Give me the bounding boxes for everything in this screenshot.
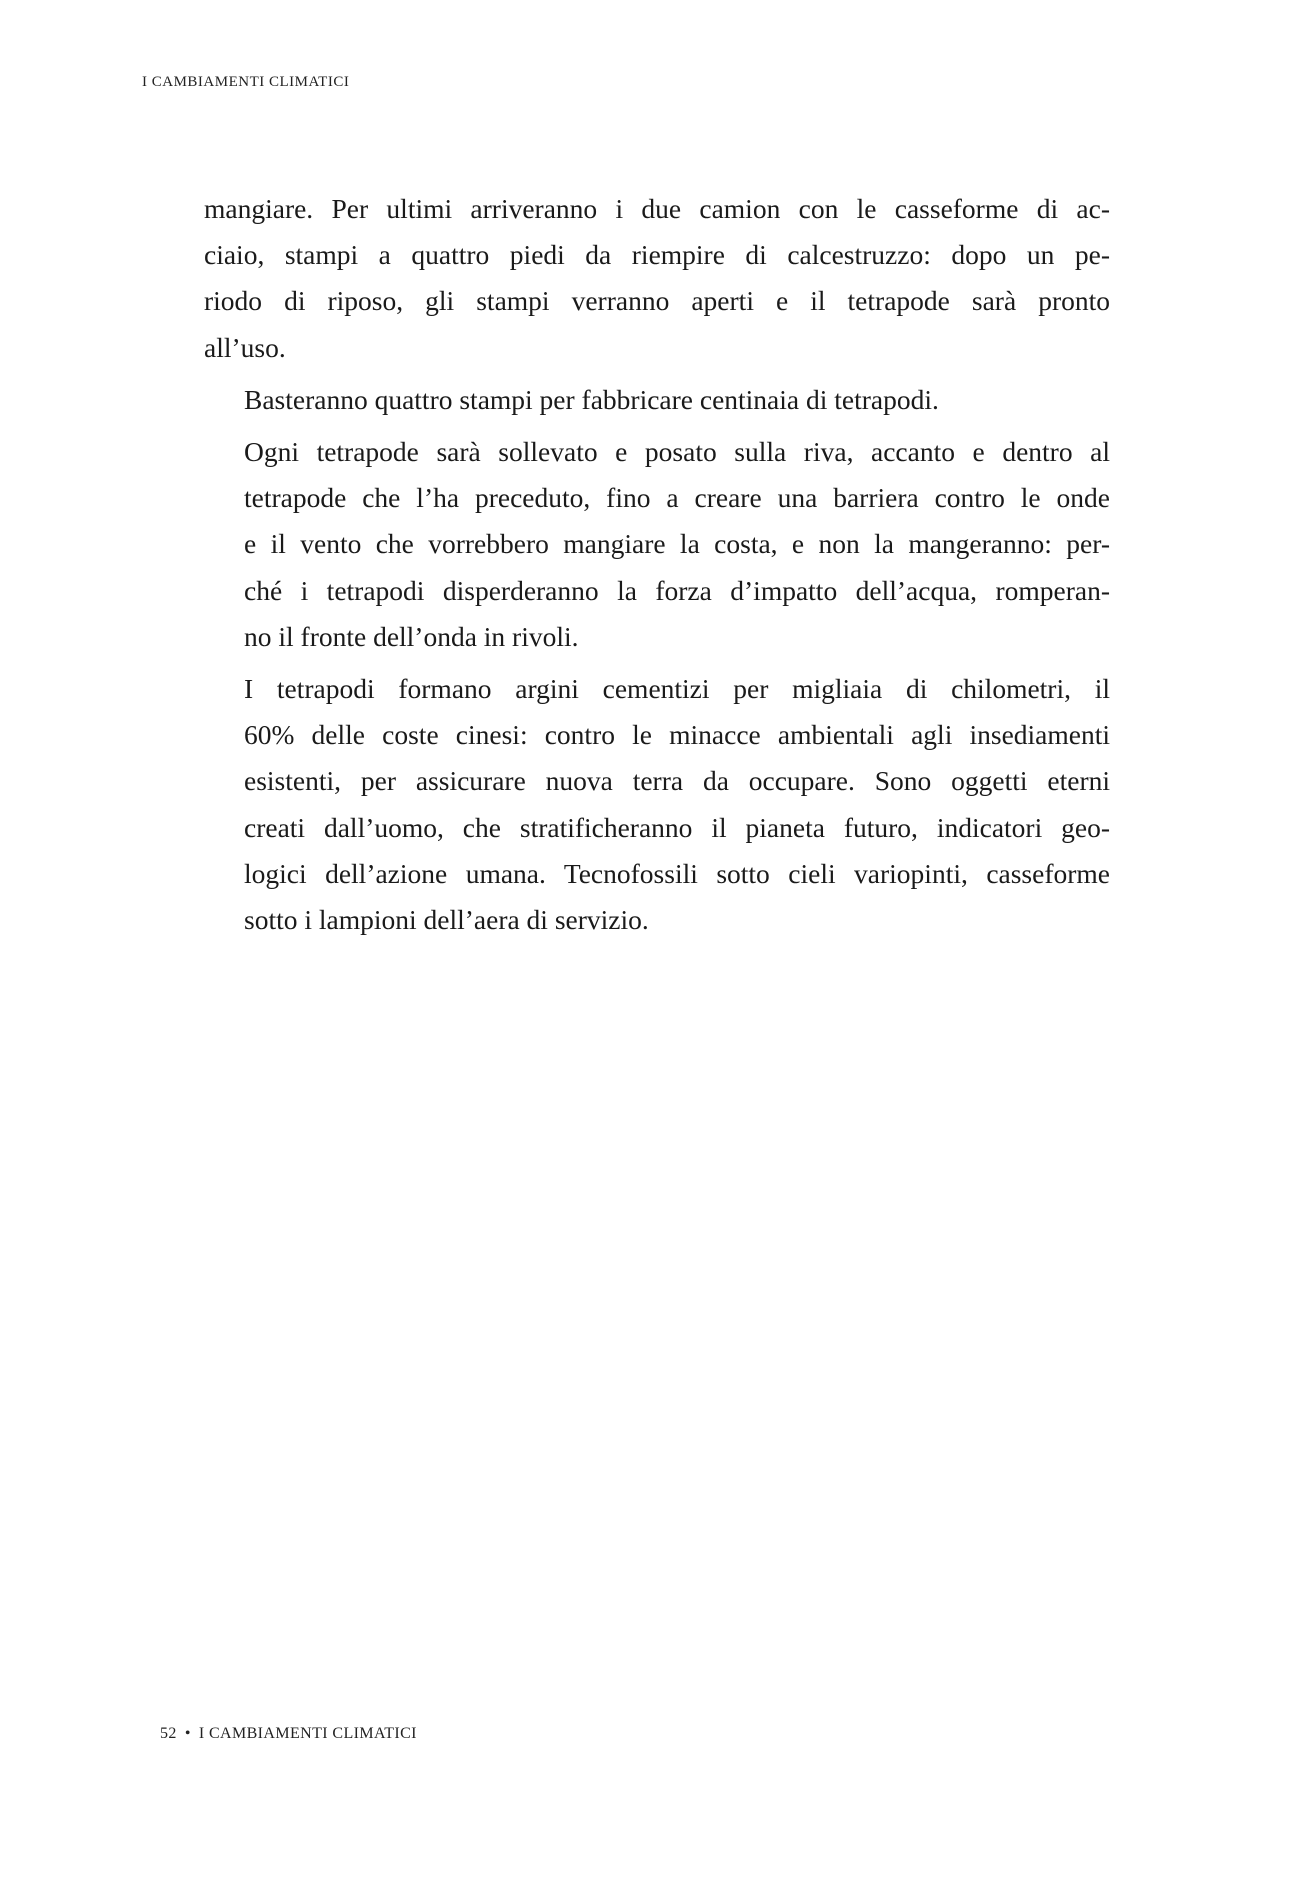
text-line: Basteranno quattro stampi per fabbricare centinaia di tetrapodi. xyxy=(244,383,939,415)
paragraph xyxy=(204,377,1110,423)
text-line: no il fronte dell’onda in rivoli. xyxy=(244,620,579,652)
text-line: ché i tetrapodi disperderanno la forza d’impatto dell’acqua, romperan- xyxy=(244,574,1110,606)
running-head: I CAMBIAMENTI CLIMATICI xyxy=(142,74,350,90)
text-line: mangiare. Per ultimi arriveranno i due camion con le casseforme di ac- xyxy=(204,193,1110,224)
text-line: I tetrapodi formano argini cementizi per migliaia di chilometri, il xyxy=(244,673,1110,705)
page-footer xyxy=(160,1725,417,1743)
text-line: sotto i lampioni dell’aera di servizio. xyxy=(244,904,649,936)
paragraph xyxy=(204,666,1110,943)
text-line: tetrapode che l’ha preceduto, fino a creare una barriera contro le onde xyxy=(244,482,1110,514)
text-line: riodo di riposo, gli stampi verranno aperti e il tetrapode sarà pronto xyxy=(204,285,1110,317)
text-line: logici dell’azione umana. Tecnofossili sotto cieli variopinti, casseforme xyxy=(244,857,1110,889)
paragraph xyxy=(204,186,1110,371)
footer-title: I CAMBIAMENTI CLIMATICI xyxy=(198,1725,417,1742)
text-line: ciaio, stampi a quattro piedi da riempire di calcestruzzo: dopo un pe- xyxy=(204,239,1110,271)
text-line: e il vento che vorrebbero mangiare la costa, e non la mangeranno: per- xyxy=(244,528,1110,560)
body-text xyxy=(204,186,1110,943)
text-line: creati dall’uomo, che stratificheranno il pianeta futuro, indicatori geo- xyxy=(244,811,1110,843)
footer-separator: • xyxy=(184,1725,191,1742)
page-number: 52 xyxy=(160,1725,177,1742)
text-line: Ogni tetrapode sarà sollevato e posato sulla riva, accanto e dentro al xyxy=(244,436,1110,468)
text-line: 60% delle coste cinesi: contro le minacce ambientali agli insediamenti xyxy=(244,719,1110,751)
text-line: all’uso. xyxy=(204,331,286,363)
text-line: esistenti, per assicurare nuova terra da occupare. Sono oggetti eterni xyxy=(244,765,1110,797)
paragraph xyxy=(204,429,1110,660)
